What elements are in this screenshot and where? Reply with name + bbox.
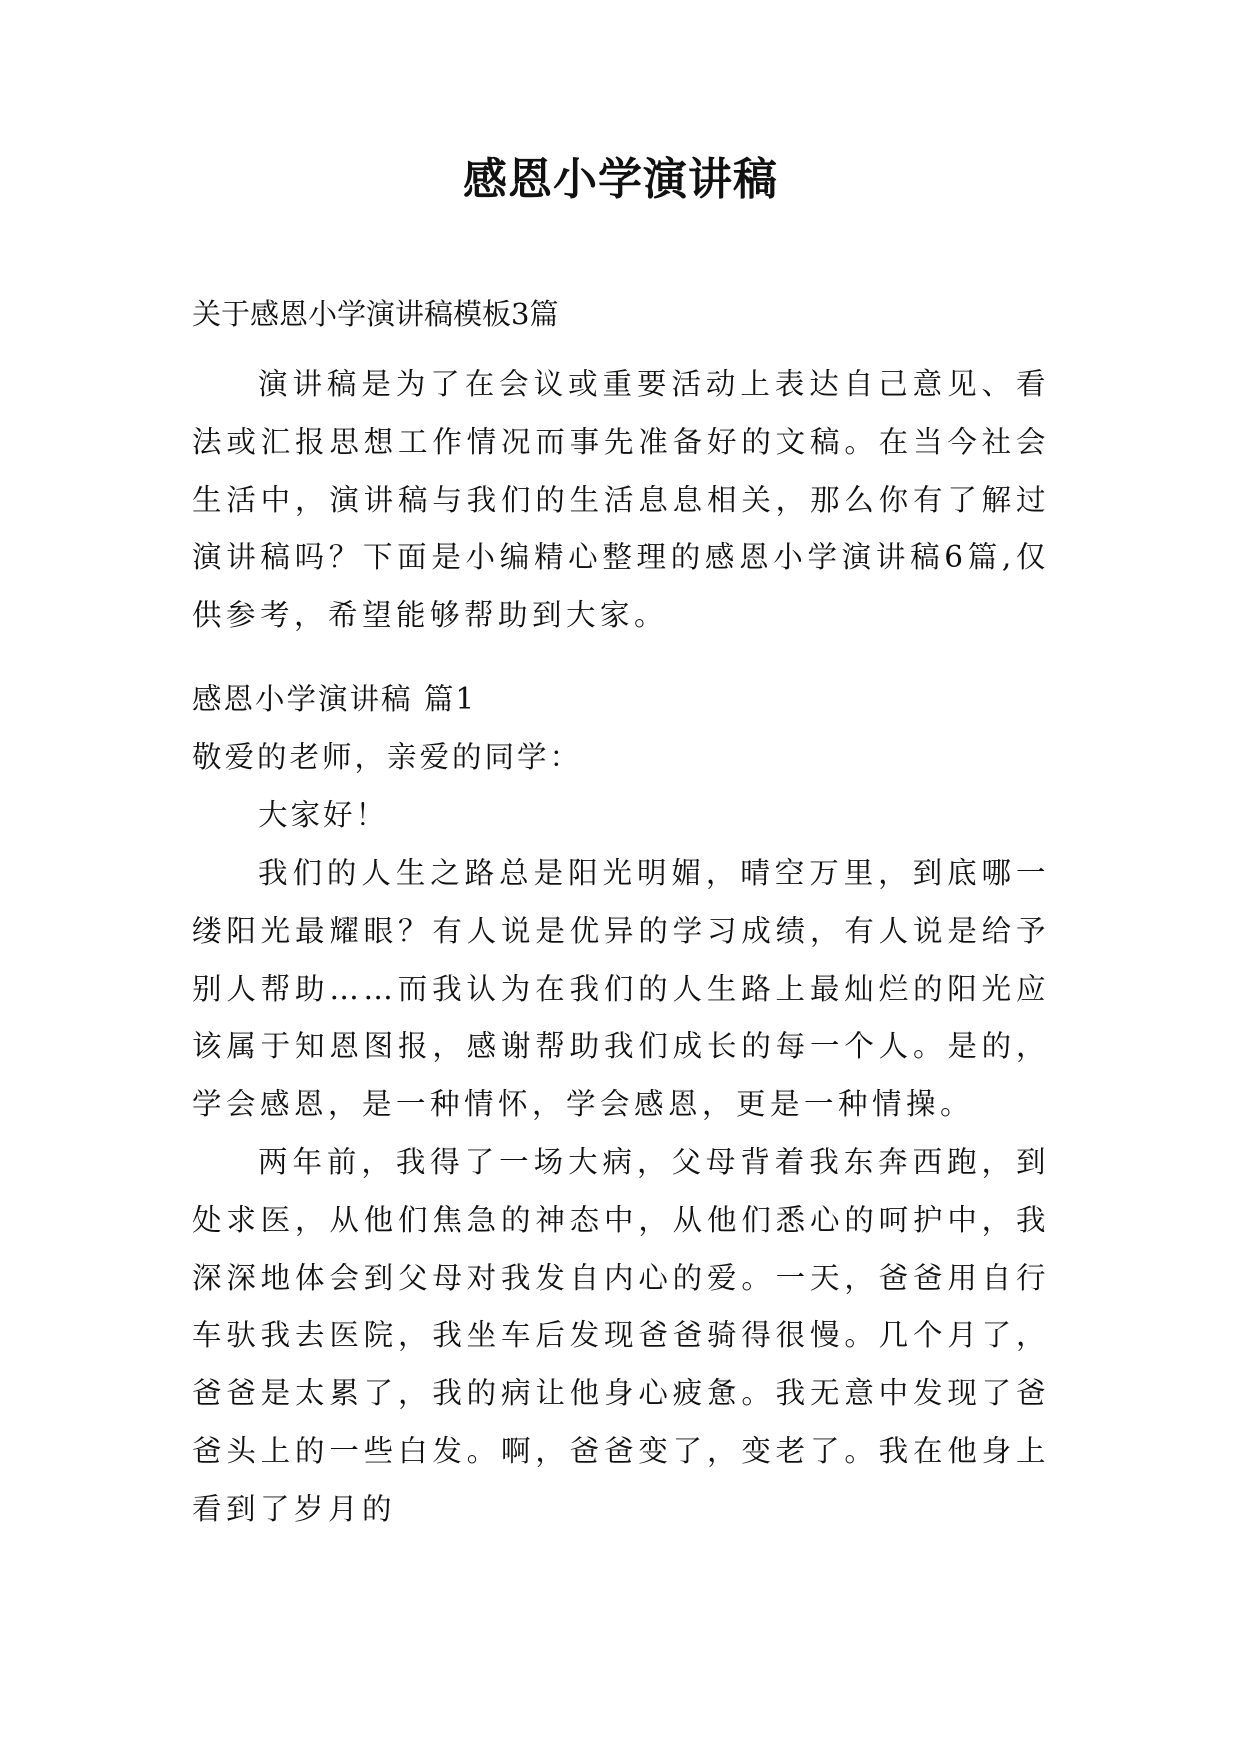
salutation: 敬爱的老师，亲爱的同学： xyxy=(192,740,583,774)
body-paragraph-1: 我们的人生之路总是阳光明媚，晴空万里，到底哪一缕阳光最耀眼？有人说是优异的学习成绩，有人说是给予别人帮助……而我认为在我们的人生路上最灿烂的阳光应该属于知恩图报，感谢帮助我们成长的每一个人。是的，学会感恩，是一种情怀，学会感恩，更是一种情操。 xyxy=(192,856,1050,1122)
greeting: 大家好！ xyxy=(258,798,389,832)
document-title: 感恩小学演讲稿 xyxy=(463,154,778,205)
document-subtitle: 关于感恩小学演讲稿模板3篇 xyxy=(192,297,559,331)
section-heading: 感恩小学演讲稿 篇1 xyxy=(192,682,477,716)
body-paragraph-2: 两年前，我得了一场大病，父母背着我东奔西跑，到处求医，从他们焦急的神态中，从他们悉心的呵护中，我深深地体会到父母对我发自内心的爱。一天，爸爸用自行车驮我去医院，我坐车后发现爸爸骑得很慢。几个月了，爸爸是太累了，我的病让他身心疲惫。我无意中发现了爸爸头上的一些白发。啊，爸爸变了，变老了。我在他身上看到了岁月的 xyxy=(192,1145,1050,1526)
intro-paragraph: 演讲稿是为了在会议或重要活动上表达自己意见、看法或汇报思想工作情况而事先准备好的文稿。在当今社会生活中，演讲稿与我们的生活息息相关，那么你有了解过演讲稿吗？下面是小编精心整理的感恩小学演讲稿6篇,仅供参考，希望能够帮助到大家。 xyxy=(192,367,1050,633)
